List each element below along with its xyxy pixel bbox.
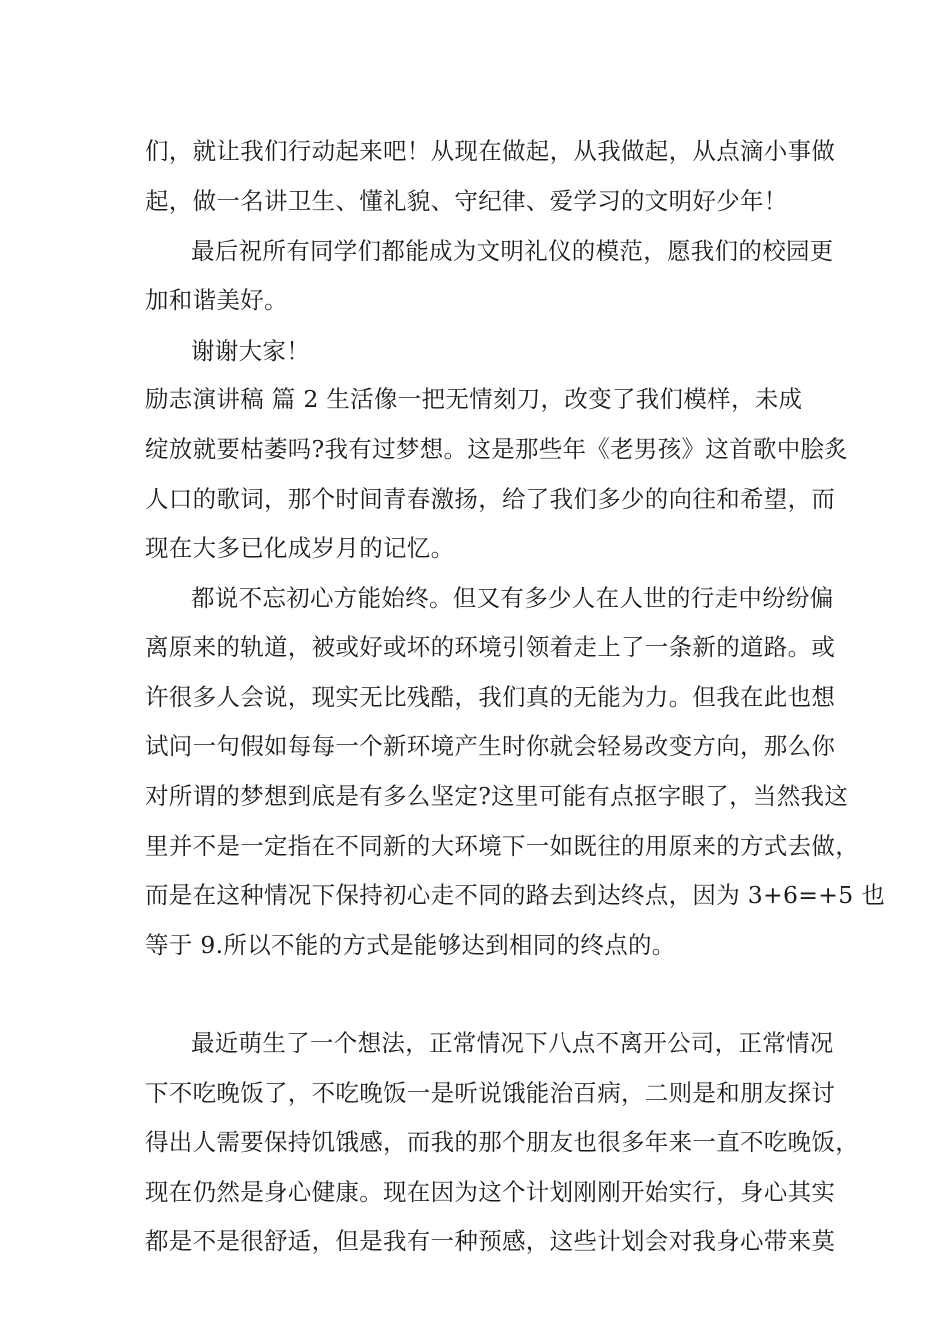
text-line-17: 等于 9.所以不能的方式是能够达到相同的终点的。 [145, 931, 676, 959]
text-line-9: 现在大多已化成岁月的记忆。 [145, 534, 455, 562]
text-line-5: 谢谢大家！ [191, 337, 310, 365]
text-line-11: 离原来的轨道，被或好或坏的环境引领着走上了一条新的道路。或 [145, 633, 836, 661]
text-line-3: 最后祝所有同学们都能成为文明礼仪的模范，愿我们的校园更 [191, 237, 834, 265]
text-line-15: 里并不是一定指在不同新的大环境下一如既往的用原来的方式去做， [145, 832, 859, 860]
text-line-7: 绽放就要枯萎吗?我有过梦想。这是那些年《老男孩》这首歌中脍炙 [145, 435, 849, 463]
text-line-4: 加和谐美好。 [145, 286, 288, 314]
section-heading-line: 励志演讲稿 篇 2 生活像一把无情刻刀，改变了我们模样，未成 [145, 385, 803, 413]
text-line-21: 现在仍然是身心健康。现在因为这个计划刚刚开始实行，身心其实 [145, 1178, 836, 1206]
text-line-16: 而是在这种情况下保持初心走不同的路去到达终点，因为 3+6=+5 也 [145, 881, 886, 909]
text-line-8: 人口的歌词，那个时间青春激扬，给了我们多少的向往和希望，而 [145, 485, 836, 513]
text-line-20: 得出人需要保持饥饿感，而我的那个朋友也很多年来一直不吃晚饭， [145, 1128, 859, 1156]
text-line-2: 起，做一名讲卫生、懂礼貌、守纪律、爱学习的文明好少年！ [145, 187, 788, 215]
text-line-1: 们，就让我们行动起来吧！从现在做起，从我做起，从点滴小事做 [145, 137, 836, 165]
text-line-14: 对所谓的梦想到底是有多么坚定?这里可能有点抠字眼了，当然我这 [145, 782, 849, 810]
text-line-13: 试问一句假如每每一个新环境产生时你就会轻易改变方向，那么你 [145, 732, 836, 760]
text-line-22: 都是不是很舒适，但是我有一种预感，这些计划会对我身心带来莫 [145, 1227, 836, 1255]
text-line-19: 下不吃晚饭了，不吃晚饭一是听说饿能治百病，二则是和朋友探讨 [145, 1079, 836, 1107]
text-line-10: 都说不忘初心方能始终。但又有多少人在人世的行走中纷纷偏 [191, 584, 834, 612]
text-line-18: 最近萌生了一个想法，正常情况下八点不离开公司，正常情况 [191, 1029, 834, 1057]
text-line-12: 许很多人会说，现实无比残酷，我们真的无能为力。但我在此也想 [145, 683, 836, 711]
